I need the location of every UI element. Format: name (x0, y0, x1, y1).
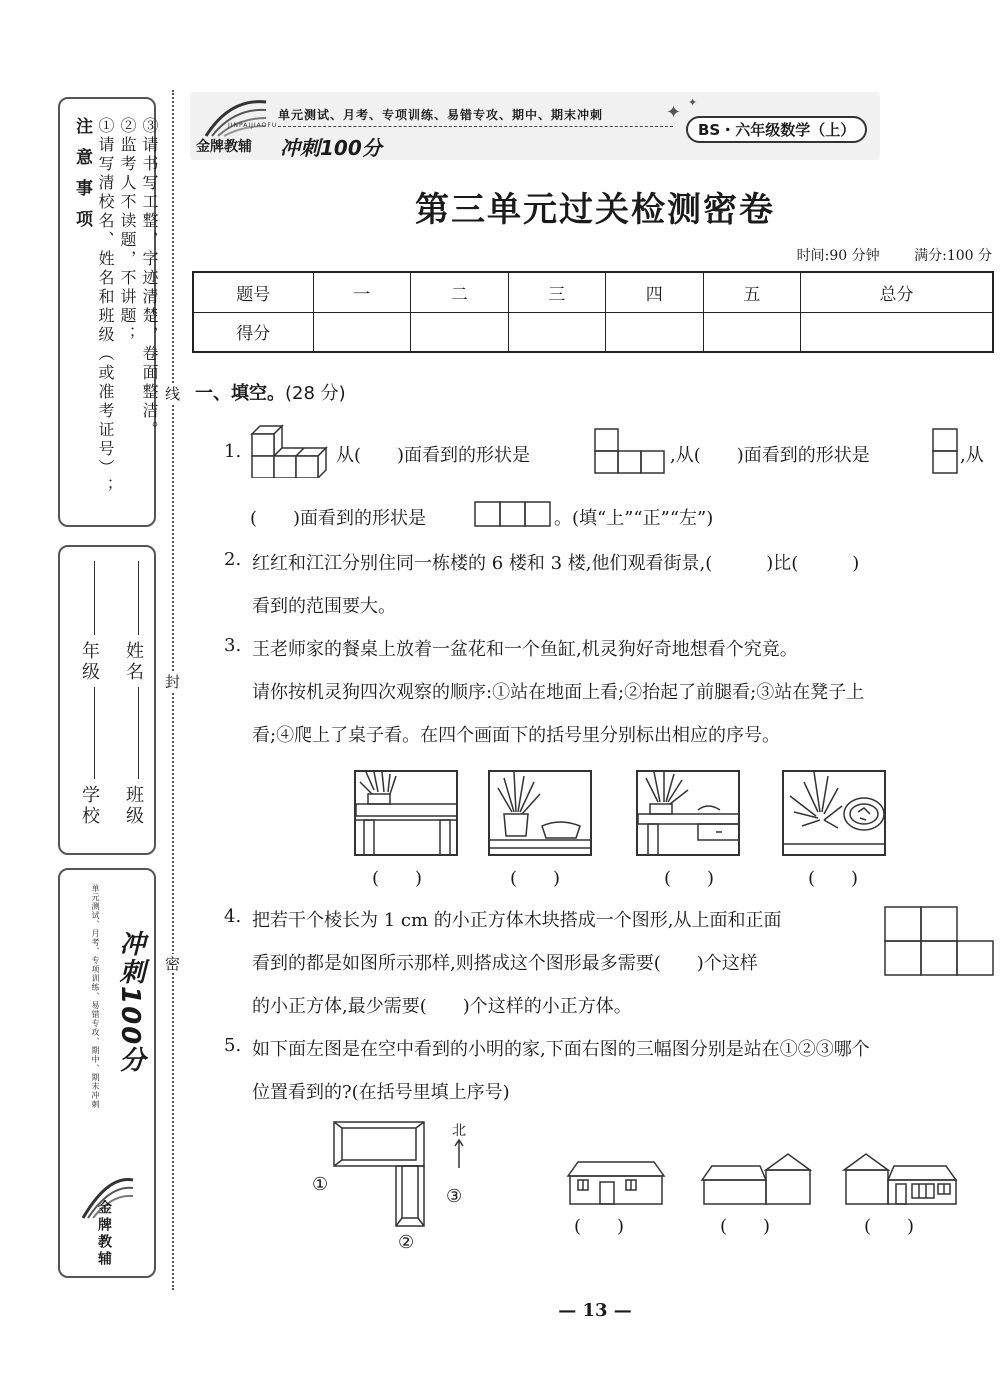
q4-view-grid (884, 906, 994, 978)
question-number: 4. (224, 906, 242, 927)
label-school: 学校 (79, 785, 100, 827)
question-number: 5. (224, 1035, 242, 1056)
score-cell[interactable] (313, 312, 411, 352)
class-field[interactable] (138, 687, 139, 779)
q1-text-3: ,从 (960, 445, 984, 466)
score-cell[interactable] (606, 312, 704, 352)
q1-text-1: 从( )面看到的形状是 (336, 445, 531, 466)
view-picture-2 (488, 770, 592, 856)
q3-answer-blank[interactable]: ( ) (808, 868, 859, 889)
question-number: 3. (224, 635, 242, 656)
house-side-view-3 (842, 1150, 960, 1206)
score-header-cell: 五 (703, 272, 801, 312)
score-cell[interactable] (801, 312, 993, 352)
score-table (192, 271, 994, 353)
view-shape-a (594, 428, 666, 474)
label-name: 姓名 (123, 641, 144, 683)
q2-line-2: 看到的范围要大。 (252, 596, 396, 617)
sparkle-icon-small: ✦ (688, 96, 698, 109)
q5-line-2: 位置看到的?(在括号里填上序号) (252, 1082, 510, 1103)
q5-line-1: 如下面左图是在空中看到的小明的家,下面右图的三幅图分别是站在①②③哪个 (252, 1039, 870, 1060)
view-shape-c (474, 500, 554, 528)
score-header-cell: 三 (508, 272, 606, 312)
header-tagline: 单元测试、月考、专项训练、易错专攻、期中、期末冲刺 (278, 108, 604, 122)
q1-text-5: 。(填“上”“正”“左”) (554, 508, 714, 529)
q3-line-1: 王老师家的餐桌上放着一盆花和一个鱼缸,机灵狗好奇地想看个究竟。 (252, 639, 798, 660)
brand-box (58, 868, 156, 1278)
grade-badge: BS・六年级数学（上） (686, 116, 867, 143)
notice-line-1: ①请写清校名、姓名和班级（或准考证号）； (96, 117, 115, 497)
q5-answer-blank[interactable]: ( ) (864, 1216, 915, 1237)
q1-text-2: ,从( )面看到的形状是 (670, 445, 870, 466)
q3-answer-blank[interactable]: ( ) (372, 868, 423, 889)
cube-solid-figure (250, 420, 330, 478)
score-header-cell: 二 (411, 272, 509, 312)
brand-tagline: 单元测试、月考、专项训练、易错专攻、期中、期末冲刺 (91, 884, 100, 1109)
score-cell[interactable] (508, 312, 606, 352)
exam-full-score: 满分:100 分 (914, 248, 992, 264)
score-row-label: 得分 (193, 312, 313, 352)
section-points: (28 分) (285, 383, 346, 404)
position-1-label: ① (312, 1174, 329, 1195)
school-field[interactable] (94, 687, 95, 779)
q5-answer-blank[interactable]: ( ) (720, 1216, 771, 1237)
page-title: 第三单元过关检测密卷 (415, 190, 775, 230)
q5-answer-blank[interactable]: ( ) (574, 1216, 625, 1237)
score-header-cell: 一 (313, 272, 411, 312)
logo-text: 金牌教辅 (196, 139, 252, 155)
page-number: — 13 — (558, 1300, 632, 1321)
book-logo-icon (200, 96, 270, 140)
q1-text-4: ( )面看到的形状是 (250, 508, 427, 529)
view-shape-b (932, 428, 960, 474)
score-header-cell: 题号 (193, 272, 313, 312)
brand-series: 冲刺100分 (115, 930, 145, 1075)
label-grade: 年级 (79, 641, 100, 683)
house-side-view-2 (700, 1150, 812, 1206)
cut-word-line: 线 (163, 386, 181, 401)
score-header-cell: 四 (606, 272, 704, 312)
sparkle-icon: ✦ (666, 102, 682, 123)
logo-subtitle: JINPAIJIAOFU (228, 122, 278, 129)
position-3-label: ③ (446, 1186, 463, 1207)
position-2-label: ② (398, 1232, 415, 1253)
score-cell[interactable] (703, 312, 801, 352)
header-divider (278, 126, 673, 127)
house-top-view (330, 1118, 430, 1230)
north-label: 北 (452, 1123, 466, 1139)
notice-line-3: ③请书写工整，字迹清楚，卷面整洁。 (140, 117, 159, 440)
view-picture-1 (354, 770, 458, 856)
section-label: 一、填空。 (195, 383, 285, 404)
cut-word-seal: 封 (163, 674, 181, 689)
score-table-row (193, 312, 993, 352)
grade-field[interactable] (94, 561, 95, 635)
section-heading (195, 379, 346, 405)
q4-line-1: 把若干个棱长为 1 cm 的小正方体木块搭成一个图形,从上面和正面 (252, 910, 782, 931)
page-header (190, 92, 880, 160)
q2-line-1: 红红和江江分别住同一栋楼的 6 楼和 3 楼,他们观看街景,( )比( ) (252, 553, 860, 574)
label-class: 班级 (123, 785, 144, 827)
score-cell[interactable] (411, 312, 509, 352)
notice-line-2: ②监考人不读题，不讲题； (118, 117, 137, 345)
score-table-header (193, 272, 993, 312)
brand-logo-text: 金牌教辅 (96, 1200, 112, 1268)
q4-line-2: 看到的都是如图所示那样,则搭成这个图形最多需要( )个这样 (252, 953, 758, 974)
notice-title: 注意事项 (72, 117, 92, 241)
exam-meta (767, 245, 992, 265)
q3-answer-blank[interactable]: ( ) (510, 868, 561, 889)
north-arrow-icon (452, 1138, 466, 1170)
house-side-view-1 (566, 1156, 666, 1206)
score-header-cell: 总分 (801, 272, 993, 312)
student-info-box (58, 545, 156, 855)
notice-box (58, 97, 159, 527)
q3-answer-blank[interactable]: ( ) (664, 868, 715, 889)
exam-time: 时间:90 分钟 (796, 248, 880, 264)
question-number: 1. (224, 441, 242, 462)
name-field[interactable] (138, 561, 139, 635)
q3-line-3: 看;④爬上了桌子看。在四个画面下的括号里分别标出相应的序号。 (252, 725, 781, 746)
view-picture-4 (782, 770, 886, 856)
q4-line-3: 的小正方体,最少需要( )个这样的小正方体。 (252, 996, 632, 1017)
question-number: 2. (224, 549, 242, 570)
q3-line-2: 请你按机灵狗四次观察的顺序:①站在地面上看;②抬起了前腿看;③站在凳子上 (252, 682, 865, 703)
cut-word-secret: 密 (163, 956, 181, 971)
view-picture-3 (636, 770, 740, 856)
series-name: 冲刺100分 (280, 136, 382, 160)
